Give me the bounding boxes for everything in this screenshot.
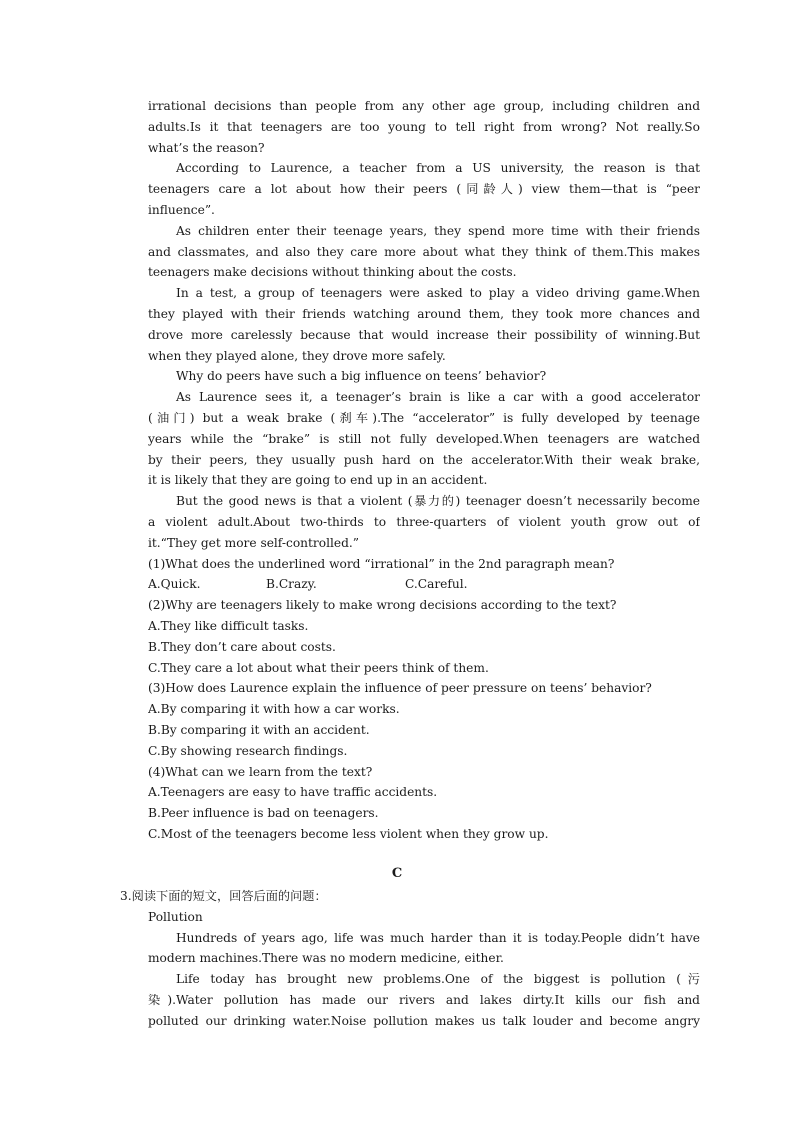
text-line: Hundreds of years ago, life was much harder than it is today.People didn’t have bbox=[176, 930, 700, 945]
answer-option: A.Quick. bbox=[148, 577, 201, 592]
passage-c bbox=[120, 886, 700, 1032]
answer-option: C.Careful. bbox=[405, 577, 468, 592]
text-line: In a test, a group of teenagers were asked to play a video driving game.When bbox=[176, 286, 700, 301]
text-line: 染).Water pollution has made our rivers and lakes dirty.It kills our fish and bbox=[148, 992, 700, 1007]
option-row bbox=[148, 574, 700, 595]
text-line: (油门) but a weak brake (刹车).The “accelerator” is fully developed by teenage bbox=[148, 410, 700, 425]
text-line: adults.Is it that teenagers are too young to tell right from wrong? Not really.So bbox=[148, 119, 700, 134]
text-line: polluted our drinking water.Noise pollution makes us talk louder and become angry bbox=[148, 1013, 700, 1028]
text-line: and classmates, and also they care more about what they think of them.This makes bbox=[148, 244, 700, 259]
question-stem: (3)How does Laurence explain the influence of peer pressure on teens’ behavior? bbox=[148, 681, 652, 696]
question-stem: (1)What does the underlined word “irrational” in the 2nd paragraph mean? bbox=[148, 556, 615, 571]
passage-title: Pollution bbox=[148, 909, 203, 924]
text-line: But the good news is that a violent (暴力的) teenager doesn’t necessarily become bbox=[176, 494, 700, 509]
text-line: teenagers care a lot about how their peers (同龄人) view them—that is “peer bbox=[148, 182, 700, 197]
answer-option: A.They like difficult tasks. bbox=[148, 618, 309, 633]
section-title: C bbox=[391, 866, 403, 881]
text-line: irrational decisions than people from any other age group, including children and bbox=[148, 99, 700, 113]
text-line: modern machines.There was no modern medicine, either. bbox=[148, 951, 504, 966]
text-line: According to Laurence, a teacher from a US university, the reason is that bbox=[176, 161, 700, 176]
question-stem: (2)Why are teenagers likely to make wrong decisions according to the text? bbox=[148, 598, 617, 613]
question-heading: 3.阅读下面的短文，回答后面的问题： bbox=[120, 889, 327, 903]
text-line: Life today has brought new problems.One of the biggest is pollution (污 bbox=[176, 972, 700, 987]
question-stem: (4)What can we learn from the text? bbox=[148, 764, 373, 779]
text-line: influence”. bbox=[148, 202, 215, 217]
text-line: they played with their friends watching around them, they took more chances and bbox=[148, 306, 700, 321]
text-line: when they played alone, they drove more safely. bbox=[148, 348, 446, 363]
text-line: teenagers make decisions without thinking about the costs. bbox=[148, 265, 517, 280]
passage-b-text bbox=[148, 96, 700, 554]
answer-option: B.Peer influence is bad on teenagers. bbox=[148, 806, 379, 821]
text-line: it.“They get more self-controlled.” bbox=[148, 535, 359, 550]
text-line: Why do peers have such a big influence on teens’ behavior? bbox=[176, 369, 547, 384]
answer-option: C.They care a lot about what their peers think of them. bbox=[148, 660, 489, 675]
passage-c-text bbox=[148, 928, 700, 1032]
passage-b bbox=[148, 96, 700, 845]
text-line: by their peers, they usually push hard on the accelerator.With their weak brake, bbox=[148, 452, 700, 467]
answer-option: C.Most of the teenagers become less violent when they grow up. bbox=[148, 826, 549, 841]
text-line: As children enter their teenage years, they spend more time with their friends bbox=[176, 223, 700, 238]
answer-option: B.They don’t care about costs. bbox=[148, 639, 336, 654]
answer-option: A.By comparing it with how a car works. bbox=[148, 702, 400, 717]
text-line: years while the “brake” is still not fully developed.When teenagers are watched bbox=[148, 431, 700, 446]
answer-option: C.By showing research findings. bbox=[148, 743, 348, 758]
question-list bbox=[148, 554, 700, 845]
text-line: what’s the reason? bbox=[148, 140, 265, 155]
answer-option: A.Teenagers are easy to have traffic accidents. bbox=[148, 785, 438, 800]
text-line: a violent adult.About two-thirds to three-quarters of violent youth grow out of bbox=[148, 514, 700, 529]
text-line: drove more carelessly because that would increase their possibility of winning.But bbox=[148, 327, 700, 342]
text-line: it is likely that they are going to end up in an accident. bbox=[148, 473, 488, 488]
answer-option: B.Crazy. bbox=[266, 577, 317, 592]
text-line: As Laurence sees it, a teenager’s brain is like a car with a good accelerator bbox=[176, 390, 700, 405]
answer-option: B.By comparing it with an accident. bbox=[148, 722, 370, 737]
